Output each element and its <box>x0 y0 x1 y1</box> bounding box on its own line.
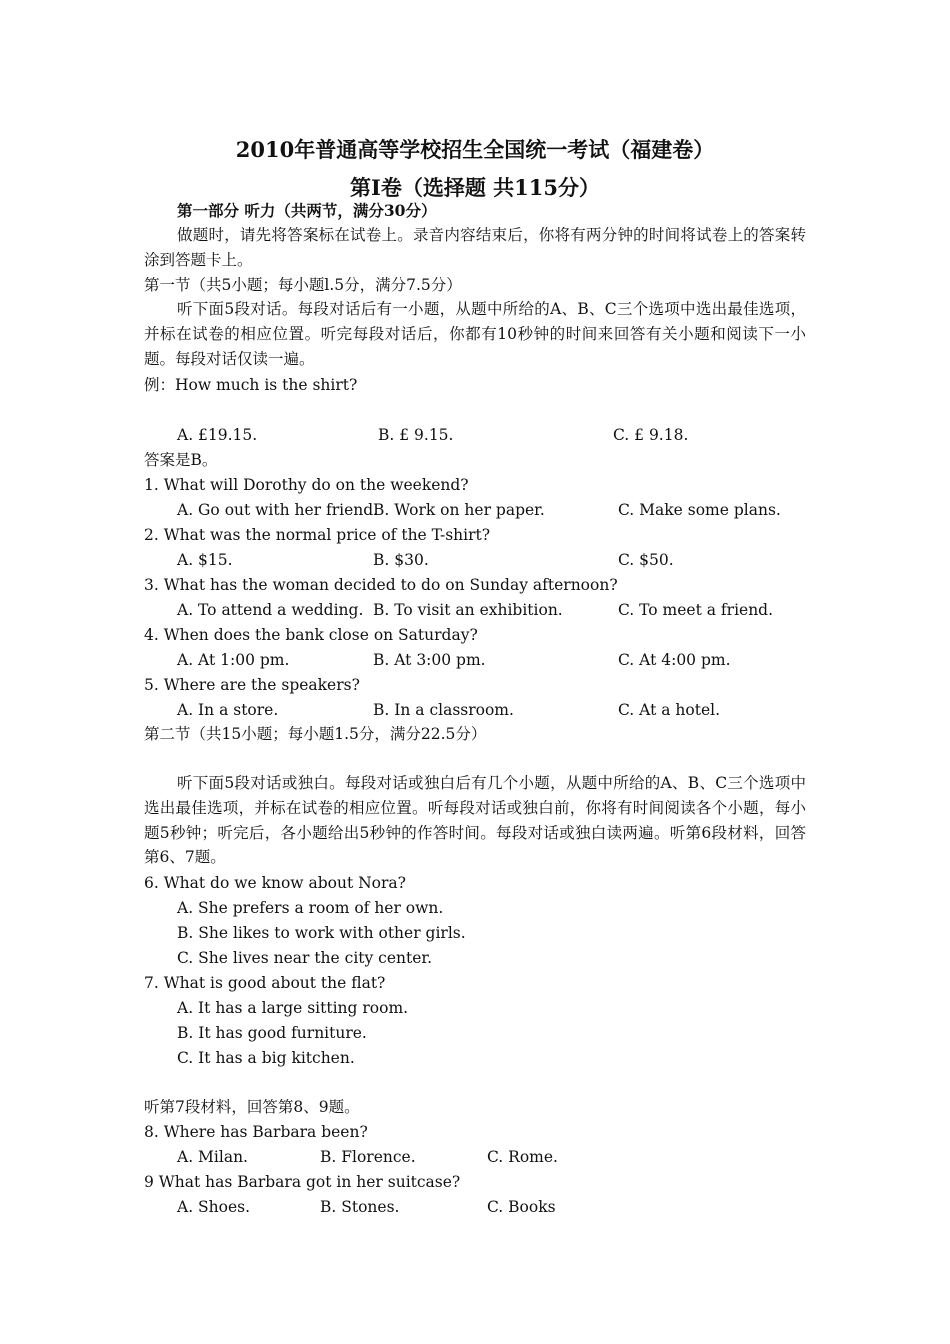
q5-option-c: C. At a hotel. <box>618 701 721 719</box>
example-option-c: C. £ 9.18. <box>613 426 689 444</box>
q5-option-b: B. In a classroom. <box>373 701 514 719</box>
material-7-note: 听第7段材料，回答第8、9题。 <box>144 1098 360 1116</box>
question-5: 5. Where are the speakers? <box>144 676 360 694</box>
q1-option-a: A. Go out with her friend. <box>177 501 379 519</box>
example-question: 例：How much is the shirt? <box>144 376 358 394</box>
q7-option-a: A. It has a large sitting room. <box>177 999 409 1017</box>
q3-option-b: B. To visit an exhibition. <box>373 601 563 619</box>
q6-option-b: B. She likes to work with other girls. <box>177 924 466 942</box>
section1-heading: 第一节（共5小题；每小题l.5分，满分7.5分） <box>144 276 462 294</box>
q4-option-b: B. At 3:00 pm. <box>373 651 486 669</box>
q1-option-c: C. Make some plans. <box>618 501 781 519</box>
q7-option-b: B. It has good furniture. <box>177 1024 367 1042</box>
question-3: 3. What has the woman decided to do on Sunday afternoon? <box>144 576 618 594</box>
q1-option-b: B. Work on her paper. <box>373 501 545 519</box>
q3-option-c: C. To meet a friend. <box>618 601 774 619</box>
example-option-a: A. £19.15. <box>177 426 258 444</box>
q3-option-a: A. To attend a wedding. <box>177 601 364 619</box>
q2-option-a: A. $15. <box>177 551 233 569</box>
q6-option-c: C. She lives near the city center. <box>177 949 433 967</box>
q2-option-b: B. $30. <box>373 551 429 569</box>
q6-option-a: A. She prefers a room of her own. <box>177 899 444 917</box>
section2-instructions: 听下面5段对话或独白。每段对话或独白后有几个小题，从题中所给的A、B、C三个选项中选出最佳选项，并标在试卷的相应位置。听每段对话或独白前，你将有时间阅读各个小题，每小题5秒钟；听完后，各小题给出5秒钟的作答时间。每段对话或独白读两遍。听第6段材料，回答第6、7题。 <box>144 774 806 867</box>
part1-heading: 第一部分 听力（共两节，满分30分） <box>177 201 437 220</box>
q7-option-c: C. It has a big kitchen. <box>177 1049 355 1067</box>
example-option-b: B. £ 9.15. <box>378 426 454 444</box>
section1-instructions: 听下面5段对话。每段对话后有一小题，从题中所给的A、B、C三个选项中选出最佳选项，并标在试卷的相应位置。听完每段对话后，你都有10秒钟的时间来回答有关小题和阅读下一小题。每段对话仅读一遍。 <box>144 300 806 368</box>
question-2: 2. What was the normal price of the T-shirt? <box>144 526 491 544</box>
question-4: 4. When does the bank close on Saturday? <box>144 626 478 644</box>
q9-option-c: C. Books <box>487 1198 556 1216</box>
exam-subtitle: 第I卷（选择题 共115分） <box>350 175 600 200</box>
q9-option-a: A. Shoes. <box>177 1198 251 1216</box>
q4-option-a: A. At 1:00 pm. <box>177 651 290 669</box>
exam-title: 2010年普通高等学校招生全国统一考试（福建卷） <box>235 137 715 162</box>
question-1: 1. What will Dorothy do on the weekend? <box>144 476 469 494</box>
question-6: 6. What do we know about Nora? <box>144 874 406 892</box>
question-9: 9 What has Barbara got in her suitcase? <box>144 1173 461 1191</box>
q5-option-a: A. In a store. <box>177 701 279 719</box>
q8-option-b: B. Florence. <box>320 1148 416 1166</box>
q4-option-c: C. At 4:00 pm. <box>618 651 731 669</box>
q9-option-b: B. Stones. <box>320 1198 400 1216</box>
q8-option-a: A. Milan. <box>177 1148 248 1166</box>
q8-option-c: C. Rome. <box>487 1148 558 1166</box>
q2-option-c: C. $50. <box>618 551 674 569</box>
example-answer: 答案是B。 <box>144 451 218 469</box>
question-8: 8. Where has Barbara been? <box>144 1123 368 1141</box>
part1-instructions: 做题时，请先将答案标在试卷上。录音内容结束后，你将有两分钟的时间将试卷上的答案转涂到答题卡上。 <box>144 226 806 269</box>
section2-heading: 第二节（共15小题；每小题1.5分，满分22.5分） <box>144 725 487 743</box>
question-7: 7. What is good about the flat? <box>144 974 386 992</box>
